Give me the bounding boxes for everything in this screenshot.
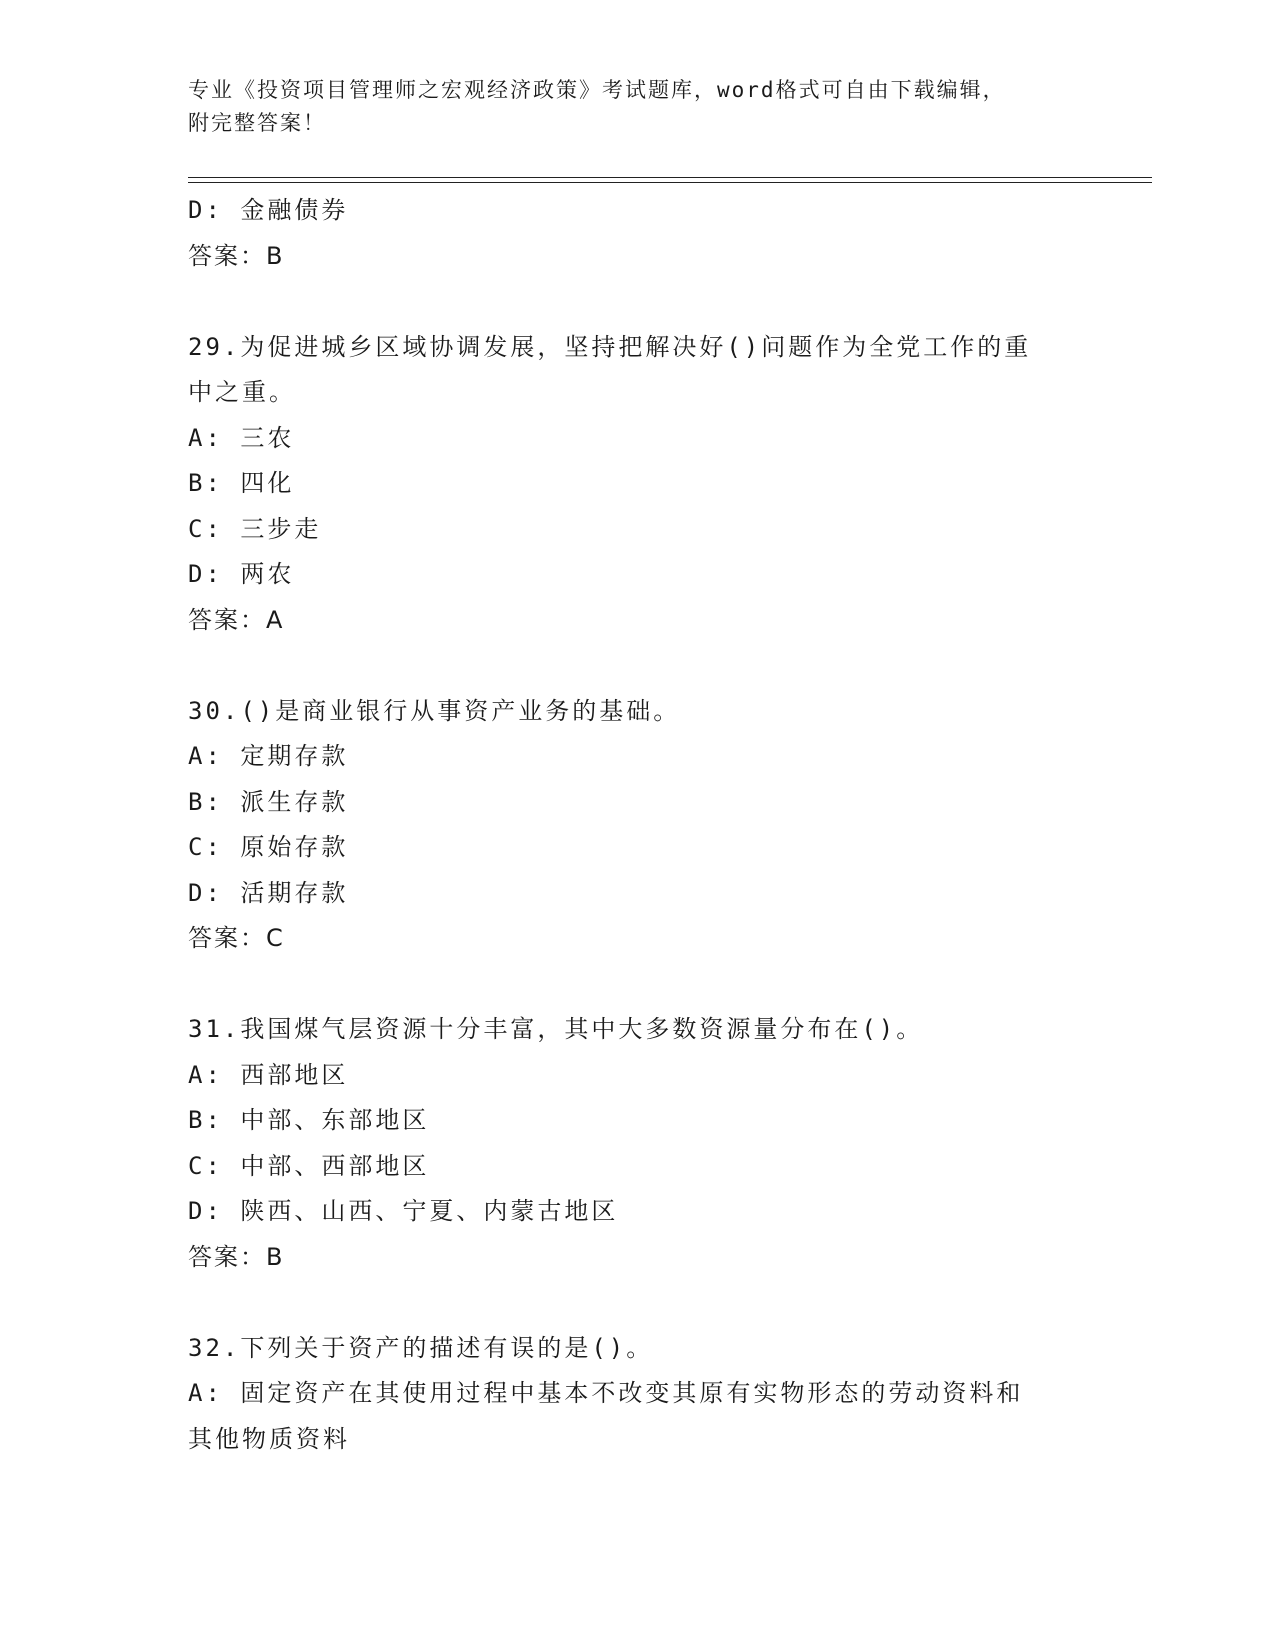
question-29: [188, 325, 1088, 644]
header-rule-top: [188, 177, 1152, 178]
question-30: [188, 689, 1088, 962]
spacer: [188, 1280, 1088, 1326]
option-a: A: 固定资产在其使用过程中基本不改变其原有实物形态的劳动资料和: [188, 1379, 1024, 1407]
option-c: C: 三步走: [188, 514, 322, 543]
option-c: C: 中部、西部地区: [188, 1151, 430, 1180]
option-b: B: 中部、东部地区: [188, 1106, 430, 1134]
option-a-continued: 其他物质资料: [188, 1424, 350, 1453]
option-d: D: 金融债券: [188, 196, 349, 224]
question-stem: 29.为促进城乡区域协调发展，坚持把解决好()问题作为全党工作的重: [188, 332, 1032, 361]
question-32: [188, 1326, 1088, 1463]
option-d: D: 活期存款: [188, 878, 349, 907]
spacer: [188, 643, 1088, 689]
document-header: [188, 74, 1088, 140]
answer-line: 答案：C: [188, 924, 285, 952]
option-b: B: 四化: [188, 469, 295, 497]
answer-line: 答案：A: [188, 605, 285, 634]
spacer: [188, 962, 1088, 1008]
header-rule-bottom: [188, 182, 1152, 183]
option-a: A: 定期存款: [188, 742, 349, 770]
option-c: C: 原始存款: [188, 833, 349, 861]
header-line-2: 附完整答案！: [188, 111, 326, 135]
option-a: A: 三农: [188, 423, 295, 452]
spacer: [188, 279, 1088, 325]
option-a: A: 西部地区: [188, 1060, 349, 1089]
question-stem: 30.()是商业银行从事资产业务的基础。: [188, 696, 681, 725]
answer-line: 答案：B: [188, 241, 285, 270]
answer-line: 答案：B: [188, 1242, 285, 1271]
question-stem: 31.我国煤气层资源十分丰富，其中大多数资源量分布在()。: [188, 1015, 924, 1043]
header-line-1: 专业《投资项目管理师之宏观经济政策》考试题库，word格式可自由下载编辑，: [188, 78, 1006, 102]
question-list: [188, 188, 1088, 1462]
option-d: D: 两农: [188, 560, 295, 588]
option-d: D: 陕西、山西、宁夏、内蒙古地区: [188, 1197, 619, 1225]
question-stem-continued: 中之重。: [188, 378, 296, 406]
option-b: B: 派生存款: [188, 787, 349, 816]
question-31: [188, 1007, 1088, 1280]
question-stem: 32.下列关于资产的描述有误的是()。: [188, 1333, 654, 1362]
